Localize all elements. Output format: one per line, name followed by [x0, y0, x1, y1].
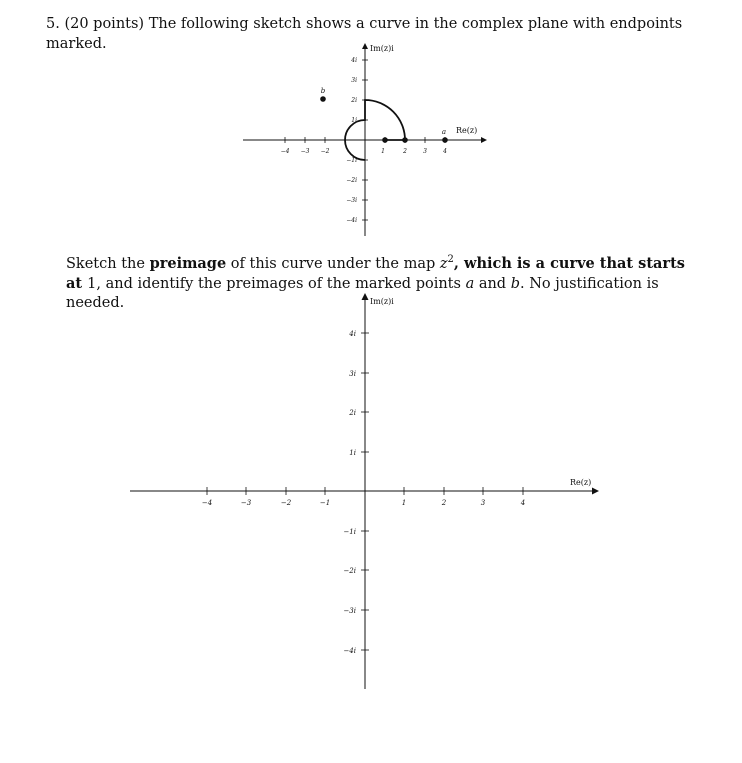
instr-bold-preimage: preimage [149, 254, 227, 272]
top-start-point [382, 137, 388, 143]
top-im-tick-3i: 3i [351, 77, 357, 84]
top-re-tick-1: 1 [381, 148, 385, 155]
top-complex-plane [0, 0, 742, 240]
instr-start-value: 1 [87, 275, 97, 292]
top-im-tick-neg4i: −4i [346, 217, 357, 224]
top-im-axis-label: Im(z)i [370, 44, 394, 53]
problem-number: 5. [46, 16, 60, 32]
top-point-a [442, 137, 448, 143]
instr-point-a: a [465, 275, 475, 292]
top-im-tick-neg2i: −2i [346, 177, 357, 184]
bottom-im-tick-neg1i: −1i [343, 528, 356, 536]
bottom-im-tick-neg4i: −4i [343, 647, 356, 655]
bottom-re-tick-4: 4 [520, 499, 526, 507]
top-im-tick-neg3i: −3i [346, 197, 357, 204]
bottom-im-tick-neg3i: −3i [343, 607, 356, 615]
top-re-tick-neg3: −3 [300, 148, 310, 155]
bottom-re-tick-neg4: −4 [201, 499, 213, 507]
bottom-re-tick-2: 2 [441, 499, 447, 507]
bottom-re-tick-neg1: −1 [319, 499, 331, 507]
top-re-tick-neg4: −4 [280, 148, 290, 155]
instr-and: and [474, 275, 511, 292]
bottom-re-tick-1: 1 [401, 499, 407, 507]
top-im-tick-1i: 1i [351, 117, 357, 124]
problem-text: The following sketch shows a curve in the complex plane with endpoints marked. [46, 16, 683, 52]
bottom-re-tick-neg2: −2 [280, 499, 292, 507]
instr-text-1: Sketch the [66, 255, 150, 272]
bottom-im-tick-2i: 2i [349, 409, 356, 417]
instr-text-4: . No justification is needed. [66, 275, 659, 311]
bottom-im-axis-label: Im(z)i [370, 297, 394, 306]
bottom-im-tick-3i: 3i [349, 370, 356, 378]
top-re-tick-3: 3 [423, 148, 427, 155]
top-re-tick-4: 4 [443, 148, 447, 155]
instr-text-2: of this curve under the map [226, 255, 440, 272]
bottom-complex-plane [0, 290, 742, 700]
instr-map-exp: 2 [447, 254, 454, 265]
top-point-b-label: b [320, 87, 326, 95]
instr-bold-starts: , which is a curve that starts at [66, 254, 685, 292]
bottom-re-axis-label: Re(z) [570, 478, 592, 487]
instr-text-3: , and identify the preimages of the marked points [96, 275, 466, 292]
bottom-re-tick-3: 3 [480, 499, 486, 507]
bottom-re-tick-neg3: −3 [240, 499, 252, 507]
problem-points: (20 points) [64, 16, 145, 32]
instr-point-b: b [510, 275, 520, 292]
top-point-2 [402, 137, 408, 143]
top-im-tick-neg1i: −1i [346, 157, 357, 164]
top-im-tick-4i: 4i [351, 57, 357, 64]
top-point-a-label: a [441, 128, 447, 136]
bottom-im-tick-4i: 4i [349, 330, 356, 338]
bottom-im-tick-neg2i: −2i [343, 567, 356, 575]
instr-map-z: z [439, 255, 448, 272]
top-curve [345, 100, 405, 160]
top-im-tick-2i: 2i [351, 97, 357, 104]
top-re-tick-neg2: −2 [320, 148, 330, 155]
top-re-axis-label: Re(z) [456, 126, 478, 135]
top-point-b [320, 96, 326, 102]
bottom-im-tick-1i: 1i [349, 449, 356, 457]
top-re-tick-2: 2 [403, 148, 407, 155]
